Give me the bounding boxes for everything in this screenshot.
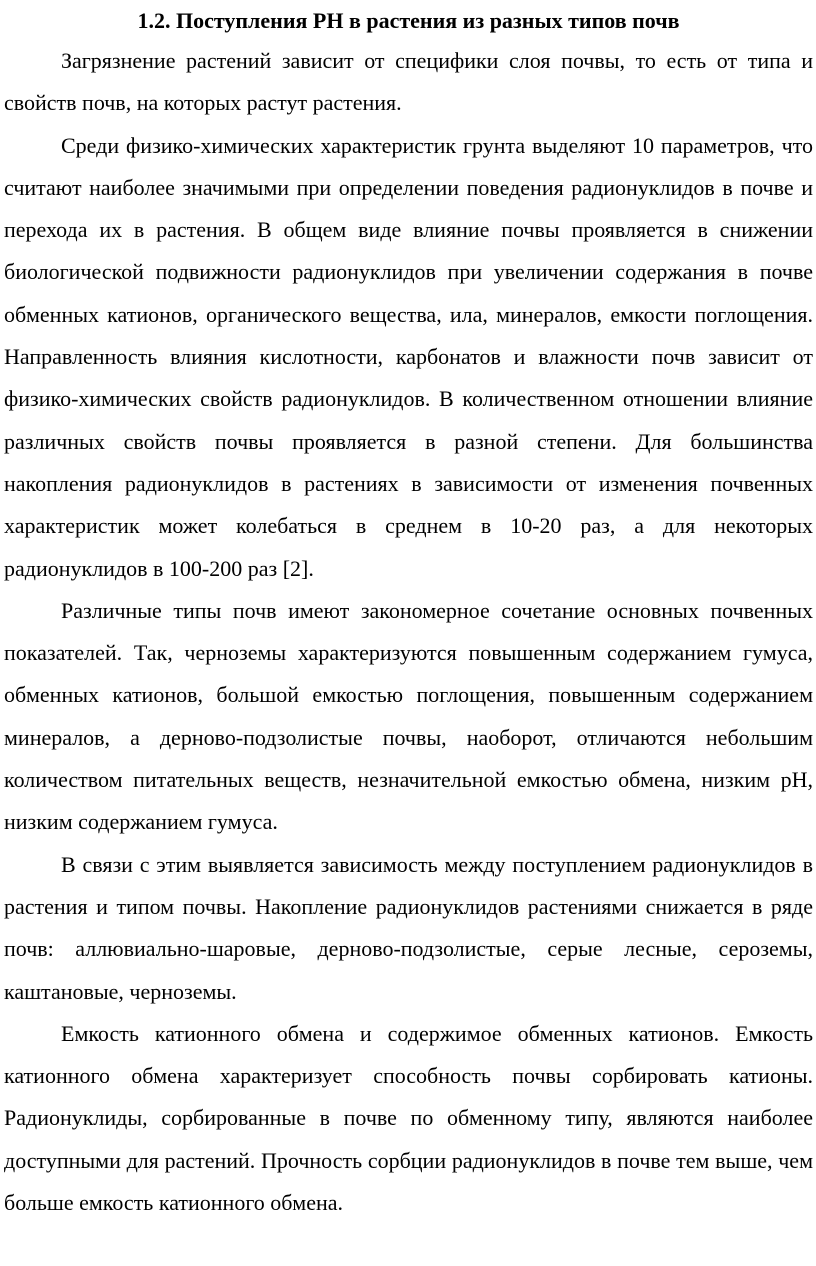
paragraph-5: Емкость катионного обмена и содержимое обменных катионов. Емкость катионного обмена характеризует способность почвы сорбировать катионы. Радионуклиды, сорбированные в почве по обменному типу, являются наиболее доступными для растений. Прочность сорбции радионуклидов в почве тем выше, чем больше емкость катионного обмена.: [4, 1020, 813, 1216]
paragraph-3: Различные типы почв имеют закономерное сочетание основных почвенных показателей. Так, черноземы характеризуются повышенным содержанием гумуса, обменных катионов, большой емкостью поглощения, повышенным содержанием минералов, а дерново-подзолистые почвы, наоборот, отличаются небольшим количеством питательных веществ, незначительной емкостью обмена, низким pH, низким содержанием гумуса.: [4, 597, 813, 835]
paragraph-2: Среди физико-химических характеристик грунта выделяют 10 параметров, что считают наиболее значимыми при определении поведения радионуклидов в почве и перехода их в растения. В общем виде влияние почвы проявляется в снижении биологической подвижности радионуклидов при увеличении содержания в почве обменных катионов, органического вещества, ила, минералов, емкости поглощения. Направленность влияния кислотности, карбонатов и влажности почв зависит от физико-химических свойств радионуклидов. В количественном отношении влияние различных свойств почвы проявляется в разной степени. Для большинства накопления радионуклидов в растениях в зависимости от изменения почвенных характеристик может колебаться в среднем в 10-20 раз, а для некоторых радионуклидов в 100-200 раз [2].: [4, 132, 813, 581]
paragraph-1: Загрязнение растений зависит от специфики слоя почвы, то есть от типа и свойств почв, на которых растут растения.: [4, 48, 813, 116]
paragraph-4: В связи с этим выявляется зависимость между поступлением радионуклидов в растения и типом почвы. Накопление радионуклидов растениями снижается в ряде почв: аллювиально-шаровые, дерново-подзолистые, серые лесные, сероземы, каштановые, черноземы.: [4, 851, 813, 1004]
section-heading: 1.2. Поступления РН в растения из разных типов почв: [137, 8, 680, 33]
